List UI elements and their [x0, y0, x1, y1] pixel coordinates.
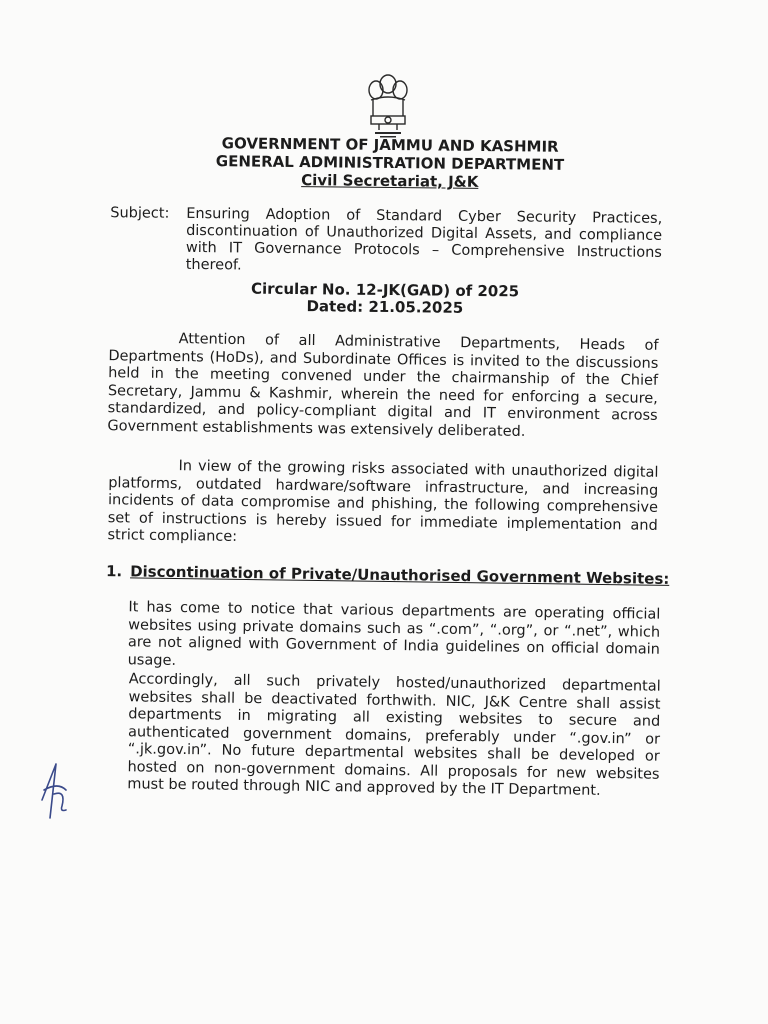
government-title: GOVERNMENT OF JAMMU AND KASHMIR	[221, 134, 559, 156]
subject-label: Subject:	[110, 205, 170, 222]
circular-number: Circular No. 12-JK(GAD) of 2025	[250, 279, 520, 301]
subject-block	[110, 205, 663, 279]
intro-paragraph: Attention of all Administrative Departments, Heads of Departments (HoDs), and Subordinate Offices is invited to the discussions held in the meeting convened under the chairmanship of the Chief Secretary, Jammu & Kashmir, wherein the need for enforcing a secure, standardized, and policy-compliant digital and IT environment across Government establishments was extensively deliberated.	[107, 331, 659, 440]
section-number: 1.	[105, 562, 123, 581]
section-paragraph: It has come to notice that various departments are operating official websites using private domains such as “.com”, “.org”, or “.net”, which are not aligned with Government of India guidelines on official domain usage.	[127, 599, 661, 669]
section-paragraph: Accordingly, all such privately hosted/unauthorized departmental websites shall be deactivated forthwith. NIC, J&K Centre shall assist departments in migrating all existing websites to secure and authenticated government domains, preferably under “.gov.in” or “.jk.gov.in”. No future departmental websites shall be developed or hosted on non-government domains. All proposals for new websites must be routed through NIC and approved by the IT Department.	[127, 671, 661, 799]
section-heading	[106, 562, 670, 588]
subject-text: Ensuring Adoption of Standard Cyber Security Practices, discontinuation of Unauthorized Digital Assets, and compliance with IT Governance Protocols – Comprehensive Instructions thereof.	[185, 205, 663, 274]
national-emblem-icon	[361, 70, 415, 140]
circular-date: Dated: 21.05.2025	[306, 297, 464, 317]
section-title: Discontinuation of Private/Unauthorised Government Websites:	[130, 562, 670, 588]
instructions-paragraph: In view of the growing risks associated with unauthorized digital platforms, outdated hardware/software infrastructure, and increasing incidents of data compromise and phishing, the following comprehensive set of instructions is hereby issued for immediate implementation and strict compliance:	[107, 458, 659, 545]
document-header	[180, 134, 601, 192]
secretariat-title: Civil Secretariat, J&K	[301, 171, 479, 191]
circular-heading	[200, 280, 570, 318]
signature-initials	[36, 760, 76, 820]
department-title: GENERAL ADMINISTRATION DEPARTMENT	[215, 152, 565, 174]
